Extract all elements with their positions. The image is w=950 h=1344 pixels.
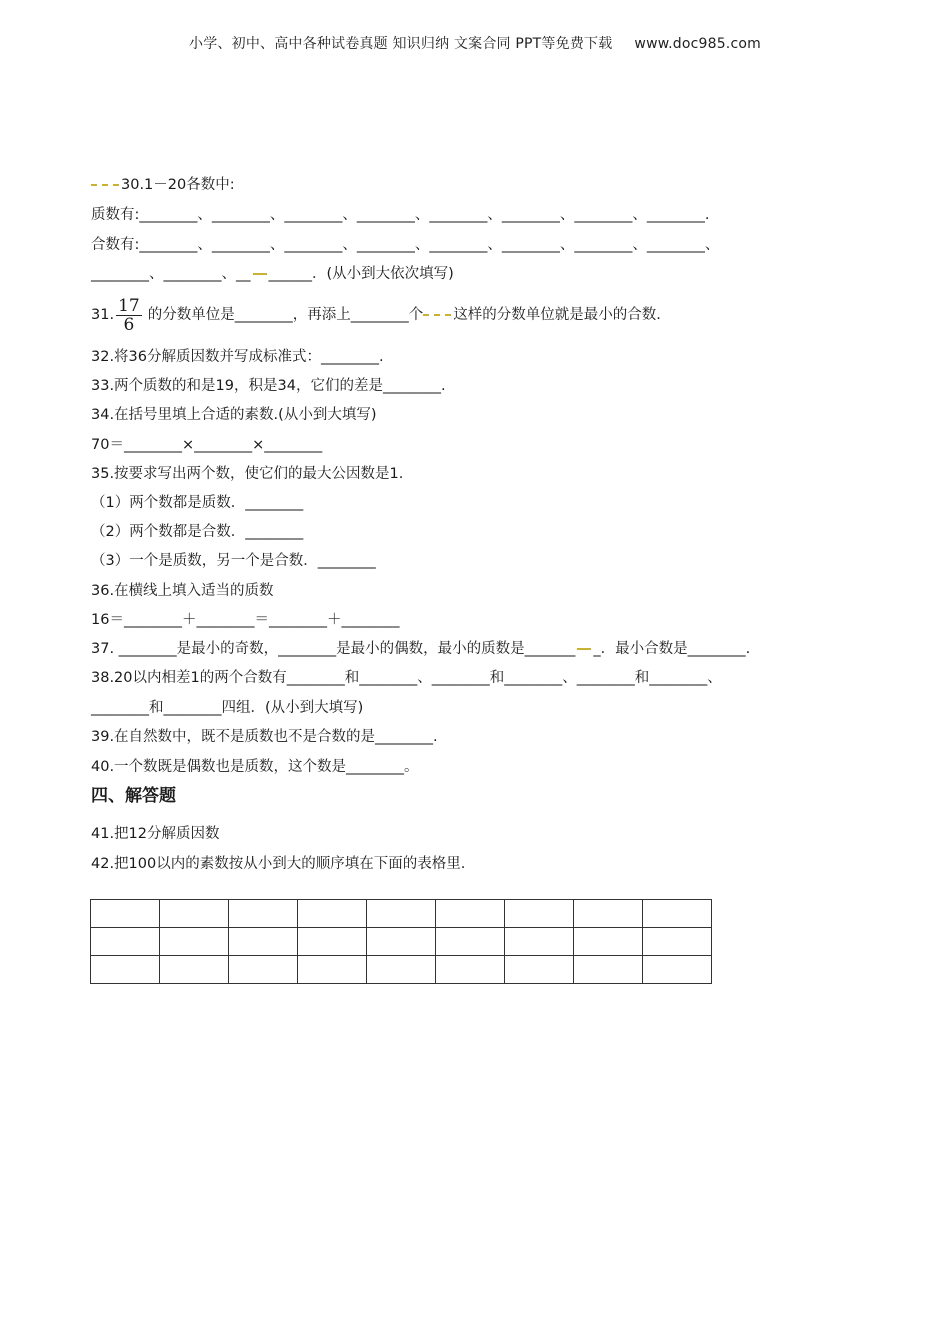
q41: 41.把12分解质因数 [91, 826, 220, 842]
fraction: $\frac{17}{6}$ [118, 295, 140, 335]
highlight-mark [577, 648, 591, 650]
answer-table [90, 899, 712, 984]
q30-composites-line: 合数有:________、________、________、________、________、________、________、________、 [91, 237, 720, 253]
q37: 37. ________是最小的奇数，________是最小的偶数，最小的质数是_______ _．最小合数是________. [91, 641, 751, 657]
table-cell[interactable] [643, 928, 712, 956]
table-cell[interactable] [643, 900, 712, 928]
q34-title: 34.在括号里填上合适的素数.(从小到大填写) [91, 407, 377, 423]
q36-formula: 16＝________＋________＝________＋________ [91, 612, 400, 628]
q42: 42.把100以内的素数按从小到大的顺序填在下面的表格里. [91, 856, 466, 872]
table-cell[interactable] [229, 956, 298, 984]
q40: 40.一个数既是偶数也是质数，这个数是________。 [91, 759, 419, 775]
table-cell[interactable] [229, 900, 298, 928]
q38-line2: ________和________四组．(从小到大填写) [91, 700, 364, 716]
table-cell[interactable] [160, 928, 229, 956]
highlight-mark [91, 184, 119, 186]
q30-primes-line: 质数有:________、________、________、________、________、________、________、________. [91, 207, 710, 223]
header-text: 小学、初中、高中各种试卷真题 知识归纳 文案合同 PPT等免费下载 [189, 36, 613, 52]
q39: 39.在自然数中，既不是质数也不是合数的是________. [91, 729, 438, 745]
highlight-mark [253, 273, 267, 275]
header-site: www.doc985.com [634, 36, 761, 52]
table-cell[interactable] [298, 900, 367, 928]
table-cell[interactable] [160, 900, 229, 928]
table-cell[interactable] [91, 928, 160, 956]
q35-b: （2）两个数都是合数．________ [91, 524, 304, 540]
table-cell[interactable] [91, 900, 160, 928]
table-row [91, 956, 712, 984]
table-cell[interactable] [367, 956, 436, 984]
table-cell[interactable] [643, 956, 712, 984]
table-cell[interactable] [91, 956, 160, 984]
table-cell[interactable] [574, 956, 643, 984]
q38-line1: 38.20以内相差1的两个合数有________和________、________和________、________和________、 [91, 670, 722, 686]
table-cell[interactable] [574, 900, 643, 928]
table-cell[interactable] [505, 928, 574, 956]
q32: 32.将36分解质因数并写成标准式：________. [91, 349, 384, 365]
table-cell[interactable] [298, 928, 367, 956]
table-cell[interactable] [436, 956, 505, 984]
table-cell[interactable] [436, 900, 505, 928]
table-cell[interactable] [367, 928, 436, 956]
table-cell[interactable] [505, 900, 574, 928]
q35-a: （1）两个数都是质数．________ [91, 495, 304, 511]
table-cell[interactable] [436, 928, 505, 956]
highlight-mark [423, 314, 451, 316]
q30-composites-line-cont: ________、________、__ ______．(从小到大依次填写) [91, 266, 454, 282]
q31: 31. $\frac{17}{6}$ 的分数单位是________，再添上________个 这样的分数单位就是最小的合数. [91, 295, 661, 335]
q35-c: （3）一个是质数，另一个是合数．________ [91, 553, 376, 569]
table-cell[interactable] [298, 956, 367, 984]
q33: 33.两个质数的和是19，积是34，它们的差是________. [91, 378, 446, 394]
table-cell[interactable] [574, 928, 643, 956]
q36-title: 36.在横线上填入适当的质数 [91, 583, 274, 599]
table-row [91, 928, 712, 956]
table-cell[interactable] [505, 956, 574, 984]
table-cell[interactable] [367, 900, 436, 928]
page-header [0, 33, 950, 53]
q35-title: 35.按要求写出两个数，使它们的最大公因数是1. [91, 466, 404, 482]
table-row [91, 900, 712, 928]
section-heading: 四、解答题 [91, 786, 176, 806]
table-cell[interactable] [160, 956, 229, 984]
q30-title: 30.1－20各数中: [91, 175, 235, 195]
table-cell[interactable] [229, 928, 298, 956]
q34-formula: 70＝________×________×________ [91, 437, 323, 453]
